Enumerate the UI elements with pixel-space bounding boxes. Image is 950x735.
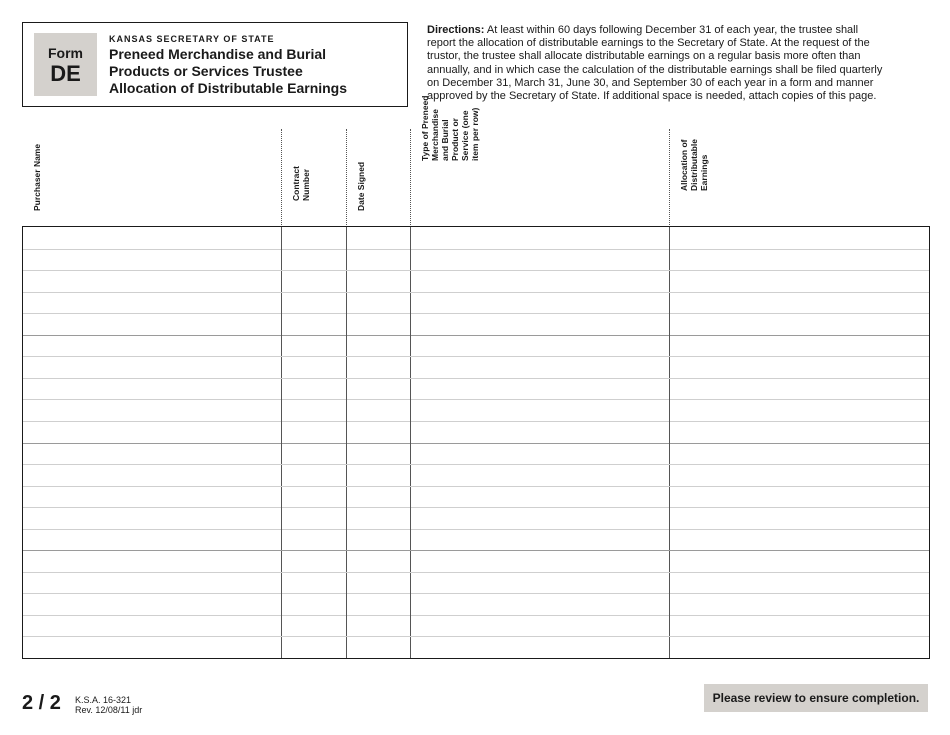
directions-line: report the allocation of distributable earnings to the Secretary of State. At the request of the — [427, 37, 870, 50]
agency-name: KANSAS SECRETARY OF STATE — [109, 34, 275, 44]
table-row-line — [23, 486, 929, 487]
column-header-line: Distributable — [689, 139, 699, 191]
table-row-line — [23, 378, 929, 379]
directions-line: trustor, the trustee shall allocate distributable earnings on a regular basis more often than — [427, 50, 861, 63]
directions-line: approved by the Secretary of State. If additional space is needed, attach copies of this page. — [427, 90, 877, 103]
column-header-line: Number — [301, 168, 311, 201]
revision-text: Rev. 12/08/11 jdr — [75, 705, 143, 715]
directions-line: on December 31, March 31, June 30, and September 30 of each year in a form and manner — [427, 76, 874, 89]
table-row-line — [23, 292, 929, 293]
column-header-line: Product or — [450, 118, 460, 161]
statute-reference — [75, 695, 142, 715]
form-word: Form — [48, 45, 83, 61]
entry-grid — [22, 226, 930, 659]
table-row-line — [23, 313, 929, 314]
directions-line: annually, and in which case the calculation of the distributable earnings shall be filed quarterly — [427, 63, 883, 76]
column-header-line: and Burial — [440, 119, 450, 161]
table-row-line — [23, 572, 929, 573]
table-row-line — [23, 507, 929, 508]
table-row-line — [23, 249, 929, 250]
column-header-line: Type of Preneed — [420, 95, 430, 161]
column-header-line: Date Signed — [356, 161, 366, 211]
form-code: DE — [50, 61, 81, 86]
cell-divider — [669, 227, 670, 658]
table-row-line — [23, 270, 929, 271]
column-header-line: Allocation of — [679, 139, 689, 191]
form-badge — [34, 33, 97, 96]
statute-text: K.S.A. 16-321 — [75, 695, 132, 705]
form-title-line-3: Allocation of Distributable Earnings — [109, 80, 348, 96]
directions-text — [427, 24, 927, 103]
table-row-line — [23, 593, 929, 594]
cell-divider — [281, 227, 282, 658]
column-header-line: item per row) — [470, 107, 480, 161]
table-row-line — [23, 421, 929, 422]
table-row-line — [23, 464, 929, 465]
column-header-line: Service (one — [460, 110, 470, 161]
table-row-line — [23, 443, 929, 444]
directions-line: At least within 60 days following December 31 of each year, the trustee shall — [484, 24, 859, 36]
cell-divider — [410, 227, 411, 658]
review-completion-button[interactable]: Please review to ensure completion. — [704, 684, 928, 712]
table-row-line — [23, 636, 929, 637]
table-row-line — [23, 335, 929, 336]
page-number: 2 / 2 — [22, 692, 61, 714]
form-title-line-1: Preneed Merchandise and Burial — [109, 46, 327, 62]
directions-label: Directions: — [427, 24, 485, 36]
column-header-line: Earnings — [699, 154, 709, 191]
column-header-line: Contract — [291, 166, 301, 201]
column-header-line: Merchandise — [430, 109, 440, 161]
cell-divider — [346, 227, 347, 658]
table-row-line — [23, 529, 929, 530]
table-row-line — [23, 615, 929, 616]
column-header-line: Purchaser Name — [32, 143, 42, 211]
table-row-line — [23, 356, 929, 357]
form-title-line-2: Products or Services Trustee — [109, 63, 303, 79]
table-row-line — [23, 399, 929, 400]
form-header-box — [22, 22, 408, 107]
table-row-line — [23, 550, 929, 551]
